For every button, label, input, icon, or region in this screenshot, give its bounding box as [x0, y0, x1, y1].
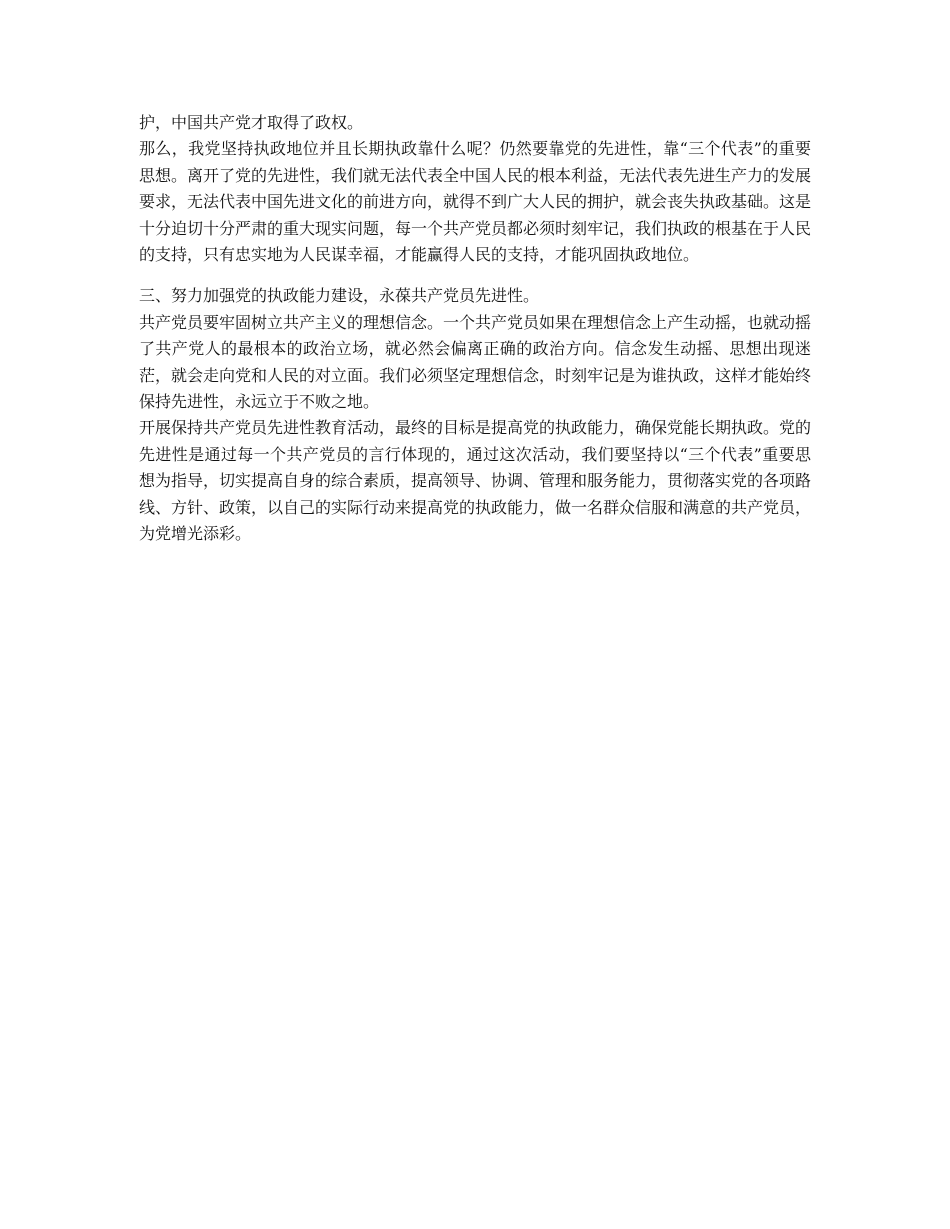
document-body	[139, 110, 811, 548]
paragraph-ideals-belief: 共产党员要牢固树立共产主义的理想信念。一个共产党员如果在理想信念上产生动摇，也就动摇了共产党人的最根本的政治立场，就必然会偏离正确的政治方向。信念发生动摇、思想出现迷茫，就会走向党和人民的对立面。我们必须坚定理想信念，时刻牢记是为谁执政，这样才能始终保持先进性，永远立于不败之地。	[139, 312, 812, 412]
paragraph-gap	[139, 268, 811, 283]
paragraph-intro-ending: 护，中国共产党才取得了政权。	[139, 113, 364, 132]
section-heading-three: 三、努力加强党的执政能力建设，永葆共产党员先进性。	[139, 286, 540, 306]
paragraph-education-activity: 开展保持共产党员先进性教育活动，最终的目标是提高党的执政能力，确保党能长期执政。党的先进性是通过每一个共产党员的言行体现的，通过这次活动，我们要坚持以“三个代表”重要思想为指导，切实提高自身的综合素质，提高领导、协调、管理和服务能力，贯彻落实党的各项路线、方针、政策，以自己的实际行动来提高党的执政能力，做一名群众信服和满意的共产党员，为党增光添彩。	[139, 418, 812, 544]
paragraph-ruling-basis: 那么，我党坚持执政地位并且长期执政靠什么呢？仍然要靠党的先进性，靠“三个代表”的重要思想。离开了党的先进性，我们就无法代表全中国人民的根本利益，无法代表先进生产力的发展要求，无法代表中国先进文化的前进方向，就得不到广大人民的拥护，就会丧失执政基础。这是十分迫切十分严肃的重大现实问题，每一个共产党员都必须时刻牢记，我们执政的根基在于人民的支持，只有忠实地为人民谋幸福，才能赢得人民的支持，才能巩固执政地位。	[139, 139, 812, 265]
